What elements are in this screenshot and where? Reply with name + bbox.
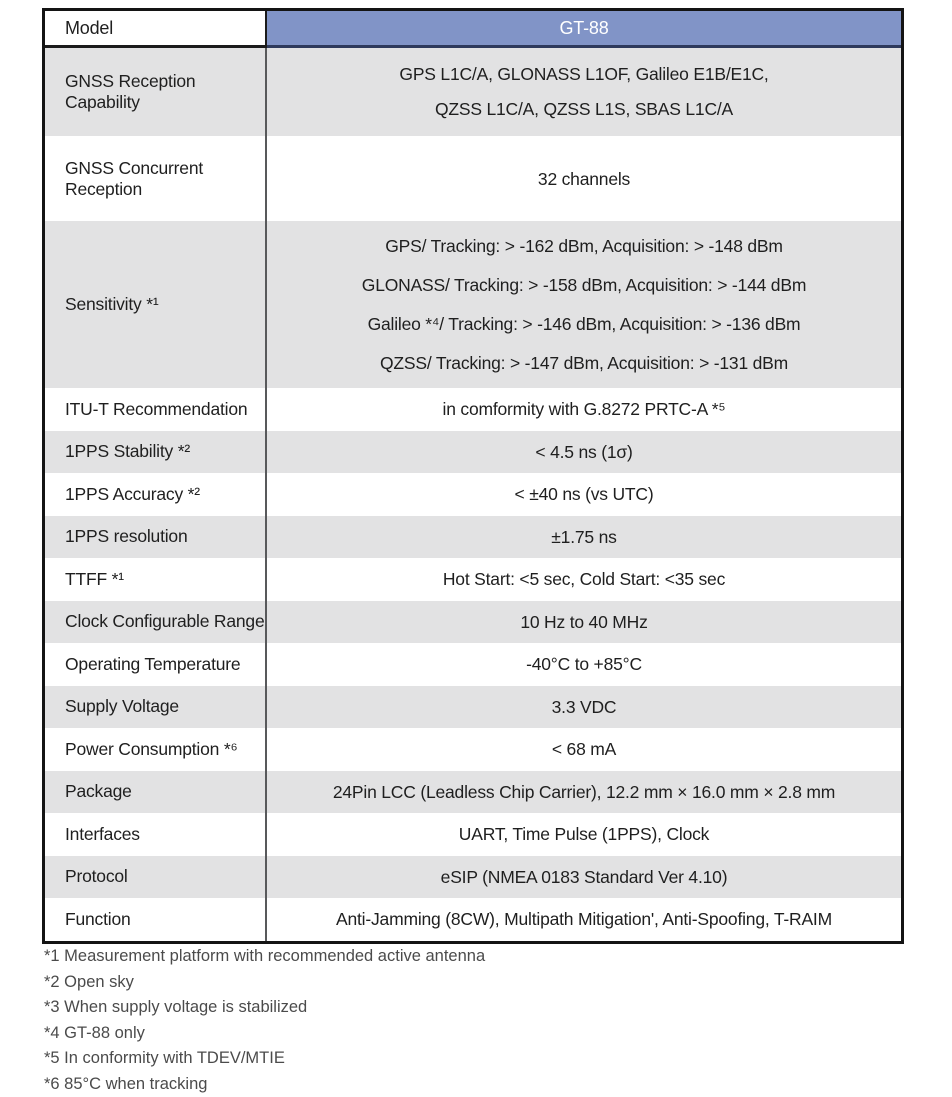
row-value [267, 388, 901, 431]
table-row-ttff [45, 558, 901, 601]
row-label: Clock Configurable Range [45, 601, 267, 644]
value-line: Galileo *⁴/ Tracking: > -146 dBm, Acquisition: > -136 dBm [368, 305, 801, 344]
row-value [267, 221, 901, 388]
table-row-power-consumption [45, 728, 901, 771]
row-label: 1PPS resolution [45, 516, 267, 559]
table-row-operating-temp [45, 643, 901, 686]
row-label: Protocol [45, 856, 267, 899]
row-value [267, 813, 901, 856]
footnote-5: *5 In conformity with TDEV/MTIE [44, 1046, 485, 1072]
table-row-gnss-concurrent [45, 136, 901, 221]
value-line: 10 Hz to 40 MHz [520, 610, 647, 634]
row-label: GNSS Reception Capability [45, 48, 267, 136]
value-line: Anti-Jamming (8CW), Multipath Mitigation', Anti-Spoofing, T-RAIM [336, 907, 832, 931]
table-row-protocol [45, 856, 901, 899]
value-line: < 68 mA [552, 737, 616, 761]
value-line: GLONASS/ Tracking: > -158 dBm, Acquisition: > -144 dBm [362, 266, 806, 305]
table-row-1pps-stability [45, 431, 901, 474]
row-value [267, 856, 901, 899]
footnote-6: *6 85°C when tracking [44, 1072, 485, 1097]
table-row-sensitivity [45, 221, 901, 388]
value-line: GPS/ Tracking: > -162 dBm, Acquisition: > -148 dBm [385, 227, 783, 266]
row-value [267, 728, 901, 771]
footnote-4: *4 GT-88 only [44, 1021, 485, 1047]
table-header-row [45, 11, 901, 48]
value-line: QZSS L1C/A, QZSS L1S, SBAS L1C/A [435, 92, 733, 127]
row-label: Interfaces [45, 813, 267, 856]
value-line: UART, Time Pulse (1PPS), Clock [459, 822, 709, 846]
table-row-gnss-reception [45, 48, 901, 136]
value-line: 32 channels [538, 167, 630, 191]
row-label: Supply Voltage [45, 686, 267, 729]
row-label: 1PPS Stability *² [45, 431, 267, 474]
model-header-value: GT-88 [267, 11, 901, 48]
value-line: -40°C to +85°C [526, 652, 642, 676]
row-label: TTFF *¹ [45, 558, 267, 601]
value-line: ±1.75 ns [551, 525, 616, 549]
table-row-clock-range [45, 601, 901, 644]
value-line: eSIP (NMEA 0183 Standard Ver 4.10) [441, 865, 728, 889]
footnote-3: *3 When supply voltage is stabilized [44, 995, 485, 1021]
row-value [267, 601, 901, 644]
row-value [267, 431, 901, 474]
footnote-1: *1 Measurement platform with recommended active antenna [44, 944, 485, 970]
table-row-package [45, 771, 901, 814]
value-line: 24Pin LCC (Leadless Chip Carrier), 12.2 mm × 16.0 mm × 2.8 mm [333, 780, 835, 804]
row-value [267, 898, 901, 941]
row-label: GNSS Concurrent Reception [45, 136, 267, 221]
table-row-supply-voltage [45, 686, 901, 729]
table-row-interfaces [45, 813, 901, 856]
spec-table [42, 8, 904, 944]
row-label: ITU-T Recommendation [45, 388, 267, 431]
row-label: Operating Temperature [45, 643, 267, 686]
value-line: < ±40 ns (vs UTC) [515, 482, 654, 506]
table-row-1pps-resolution [45, 516, 901, 559]
footnotes [44, 944, 485, 1097]
row-label: Power Consumption *⁶ [45, 728, 267, 771]
footnote-2: *2 Open sky [44, 970, 485, 996]
value-line: < 4.5 ns (1σ) [535, 440, 632, 464]
row-label: 1PPS Accuracy *² [45, 473, 267, 516]
value-line: Hot Start: <5 sec, Cold Start: <35 sec [443, 567, 725, 591]
value-line: QZSS/ Tracking: > -147 dBm, Acquisition: > -131 dBm [380, 344, 788, 383]
value-line: GPS L1C/A, GLONASS L1OF, Galileo E1B/E1C, [399, 57, 768, 92]
table-row-function [45, 898, 901, 941]
value-line: 3.3 VDC [552, 695, 617, 719]
row-value [267, 686, 901, 729]
row-label: Package [45, 771, 267, 814]
row-value [267, 771, 901, 814]
table-row-1pps-accuracy [45, 473, 901, 516]
row-label: Function [45, 898, 267, 941]
row-label: Sensitivity *¹ [45, 221, 267, 388]
row-value [267, 473, 901, 516]
model-header-label: Model [45, 11, 267, 48]
value-line: in comformity with G.8272 PRTC-A *⁵ [443, 397, 726, 421]
row-value [267, 643, 901, 686]
table-row-itut [45, 388, 901, 431]
row-value [267, 558, 901, 601]
row-value [267, 516, 901, 559]
row-value [267, 48, 901, 136]
row-value [267, 136, 901, 221]
